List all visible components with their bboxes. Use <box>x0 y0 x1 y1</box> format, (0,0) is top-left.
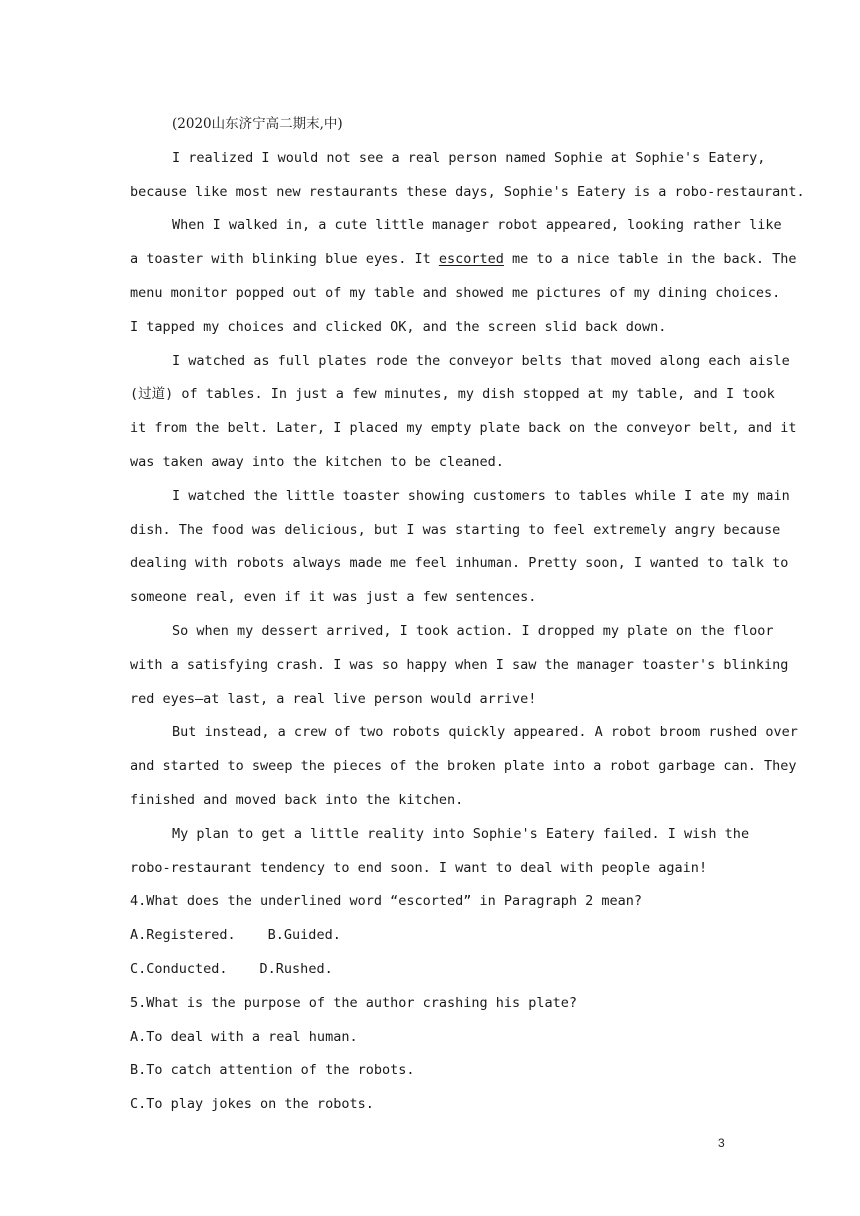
paragraph-7-line-1: My plan to get a little reality into Sophie's Eatery failed. I wish the <box>172 825 750 842</box>
paragraph-1-line-1: I realized I would not see a real person named Sophie at Sophie's Eatery, <box>172 149 766 166</box>
question-4-option-d: D.Rushed. <box>259 960 333 977</box>
paragraph-4-line-3: dealing with robots always made me feel inhuman. Pretty soon, I wanted to talk to <box>130 555 789 572</box>
paragraph-1-line-2: because like most new restaurants these days, Sophie's Eatery is a robo-restaurant. <box>130 183 805 200</box>
paragraph-2-line-1: When I walked in, a cute little manager robot appeared, looking rather like <box>172 217 782 234</box>
document-page <box>130 108 805 1122</box>
paragraph-4-line-1: I watched the little toaster showing customers to tables while I ate my main <box>172 487 790 504</box>
text-before-underlined: a toaster with blinking blue eyes. It <box>130 251 439 268</box>
question-4-options-row-1 <box>130 919 730 953</box>
page-number: 3 <box>718 1136 725 1150</box>
paragraph-3-line-2: (过道) of tables. In just a few minutes, my dish stopped at my table, and I took <box>130 386 775 403</box>
paragraph-6-line-3: finished and moved back into the kitchen. <box>130 791 464 808</box>
question-5-option-a: A.To deal with a real human. <box>130 1028 358 1045</box>
paragraph-5-line-1: So when my dessert arrived, I took action. I dropped my plate on the floor <box>172 622 774 639</box>
question-4-option-c: C.Conducted. <box>130 960 228 977</box>
paragraph-3-line-3: it from the belt. Later, I placed my empty plate back on the conveyor belt, and it <box>130 420 797 437</box>
question-4-option-b: B.Guided. <box>267 927 341 944</box>
question-4-option-a: A.Registered. <box>130 927 236 944</box>
paragraph-2-line-2 <box>130 243 797 277</box>
source-note: (2020山东济宁高二期末,中) <box>172 116 343 132</box>
paragraph-2-line-4: I tapped my choices and clicked OK, and the screen slid back down. <box>130 318 667 335</box>
paragraph-4-line-4: someone real, even if it was just a few sentences. <box>130 589 537 606</box>
paragraph-3-line-4: was taken away into the kitchen to be cleaned. <box>130 453 504 470</box>
paragraph-3-line-1: I watched as full plates rode the conveyor belts that moved along each aisle <box>172 352 790 369</box>
paragraph-5-line-3: red eyes—at last, a real live person would arrive! <box>130 690 537 707</box>
question-5-option-b: B.To catch attention of the robots. <box>130 1062 415 1079</box>
paragraph-5-line-2: with a satisfying crash. I was so happy when I saw the manager toaster's blinking <box>130 656 789 673</box>
text-after-underlined: me to a nice table in the back. The <box>503 251 797 268</box>
paragraph-6-line-1: But instead, a crew of two robots quickly appeared. A robot broom rushed over <box>172 724 798 741</box>
question-4-stem: 4.What does the underlined word “escorted” in Paragraph 2 mean? <box>130 893 643 910</box>
paragraph-7-line-2: robo-restaurant tendency to end soon. I want to deal with people again! <box>130 859 708 876</box>
question-4-options-row-2 <box>130 953 730 987</box>
question-5-stem: 5.What is the purpose of the author crashing his plate? <box>130 994 578 1011</box>
underlined-word: escorted <box>438 251 504 268</box>
paragraph-6-line-2: and started to sweep the pieces of the broken plate into a robot garbage can. They <box>130 758 797 775</box>
paragraph-4-line-2: dish. The food was delicious, but I was starting to feel extremely angry because <box>130 521 781 538</box>
question-5-option-c: C.To play jokes on the robots. <box>130 1096 374 1113</box>
paragraph-2-line-3: menu monitor popped out of my table and showed me pictures of my dining choices. <box>130 284 781 301</box>
